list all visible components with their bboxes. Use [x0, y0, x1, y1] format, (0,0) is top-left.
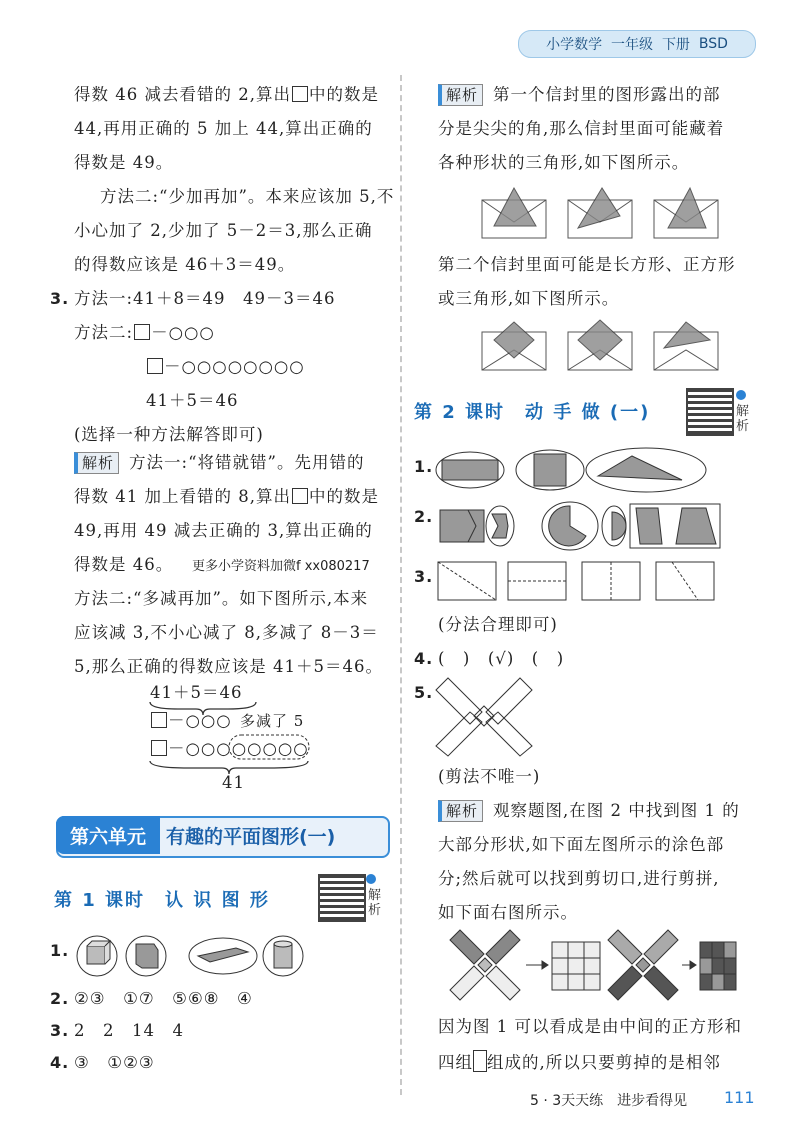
analysis-line-4: 得数是 46。 更多小学资料加微f xx080217	[74, 555, 370, 574]
dashed-circle-group	[228, 734, 312, 762]
diagram-row2: －○○○○○○○○	[150, 738, 309, 760]
q3-method2-row2: －○○○○○○○○	[146, 356, 305, 378]
l2-q2-number: 2.	[414, 507, 434, 526]
left-line-5: 小心加了 2,少加了 5－2＝3,那么正确	[74, 221, 373, 240]
play-icon	[366, 874, 376, 884]
qr-code[interactable]	[318, 874, 366, 922]
unit-title: 有趣的平面图形(一)	[166, 825, 336, 848]
header-edition: BSD	[698, 36, 728, 52]
diagram-bottom-label: 41	[222, 773, 245, 792]
analysis-line-3: 49,再用 49 减去正确的 3,算出正确的	[74, 521, 373, 540]
lesson1-title: 第 1 课时 认 识 图 形	[54, 890, 270, 911]
diagram-extra-label: 多减了 5	[240, 712, 305, 730]
header-volume: 下册	[661, 37, 690, 53]
q3-method2-result: 41＋5＝46	[146, 391, 239, 410]
play-icon	[736, 390, 746, 400]
l1-q3-answer: 2 2 14 4	[74, 1021, 184, 1040]
l2-q1-shapes	[436, 448, 736, 494]
left-line-4: 方法二:“少加再加”。本来应该加 5,不	[100, 187, 395, 206]
left-line-1: 得数 46 减去看错的 2,算出 中的数是	[74, 85, 379, 104]
analysis-block-1: 解析 方法一:“将错就错”。先用错的	[74, 452, 364, 474]
right-line-3: 各种形状的三角形,如下图所示。	[438, 153, 690, 172]
qr-label: 解析	[736, 404, 750, 434]
right-line-5: 或三角形,如下图所示。	[438, 289, 620, 308]
l2-q2-shapes	[436, 500, 736, 552]
watermark-text: 更多小学资料加微f xx080217	[192, 559, 370, 574]
column-divider	[400, 75, 402, 1095]
analysis-line-2: 得数 41 加上看错的 8,算出 中的数是	[74, 487, 379, 506]
l2-q4-number: 4.	[414, 649, 434, 668]
l2-q3-note: (分法合理即可)	[438, 615, 558, 634]
l2-q4-answer: ( ) (√) ( )	[438, 649, 565, 668]
l2-analysis-4: 如下面右图所示。	[438, 903, 578, 922]
envelopes-rectangles	[480, 318, 740, 374]
piece-icon	[473, 1050, 487, 1072]
analysis-line-7: 5,那么正确的得数应该是 41＋5＝46。	[74, 657, 383, 676]
l1-q1-shapes	[76, 934, 316, 978]
analysis-tag: 解析	[438, 800, 483, 822]
l2-q5-note: (剪法不唯一)	[438, 767, 541, 786]
blank-box	[292, 488, 308, 504]
l2-q5-number: 5.	[414, 683, 434, 702]
qr-label: 解析	[368, 888, 382, 918]
blank-box	[151, 740, 167, 756]
l2-analysis-6: 四组 组成的,所以只要剪掉的是相邻	[438, 1050, 721, 1074]
analysis-tag: 解析	[438, 84, 483, 106]
right-analysis-1: 解析 第一个信封里的图形露出的部	[438, 84, 721, 106]
left-line-6: 的得数应该是 46＋3＝49。	[74, 255, 296, 274]
page-number: 111	[724, 1088, 755, 1107]
l1-q1-number: 1.	[50, 941, 70, 960]
blank-box	[151, 712, 167, 728]
footer-brand: 5 · 3天天练 进步看得见	[530, 1093, 688, 1109]
analysis-line-6: 应该减 3,不小心减了 8,多减了 8－3＝	[74, 623, 379, 642]
envelopes-triangles	[480, 186, 740, 242]
analysis-line-5: 方法二:“多减再加”。如下图所示,本来	[74, 589, 369, 608]
l2-analysis-5: 因为图 1 可以看成是由中间的正方形和	[438, 1017, 742, 1036]
right-line-2: 分是尖尖的角,那么信封里面可能藏着	[438, 119, 725, 138]
l1-q4-answer: ③ ①②③	[74, 1053, 155, 1072]
q3-number: 3.	[50, 289, 70, 308]
blank-box	[134, 324, 150, 340]
l2-q3-shapes	[436, 560, 726, 606]
analysis-tag: 解析	[74, 452, 119, 474]
q3-method2: 方法二: －○○○	[74, 323, 215, 342]
left-line-3: 得数是 49。	[74, 153, 174, 172]
left-line-2: 44,再用正确的 5 加上 44,算出正确的	[74, 119, 373, 138]
q3-note: (选择一种方法解答即可)	[74, 425, 264, 444]
l2-analysis-1: 解析 观察题图,在图 2 中找到图 1 的	[438, 800, 740, 822]
header-pill	[518, 30, 756, 58]
l2-q3-number: 3.	[414, 567, 434, 586]
unit-label: 第六单元	[56, 816, 160, 854]
right-line-4: 第二个信封里面可能是长方形、正方形	[438, 255, 736, 274]
l1-q4-number: 4.	[50, 1053, 70, 1072]
l2-analysis-3: 分;然后就可以找到剪切口,进行剪拼,	[438, 869, 720, 888]
header-grade: 一年级	[611, 37, 654, 53]
blank-box	[292, 86, 308, 102]
l2-q1-number: 1.	[414, 457, 434, 476]
lesson2-title: 第 2 课时 动 手 做 (一)	[414, 402, 651, 423]
diagram-row1: －○○○	[150, 710, 232, 732]
blank-box	[147, 358, 163, 374]
l1-q2-number: 2.	[50, 989, 70, 1008]
l2-q5-cross	[434, 676, 534, 758]
header-subject: 小学数学	[546, 37, 603, 53]
l2-analysis-2: 大部分形状,如下面左图所示的涂色部	[438, 835, 725, 854]
l1-q2-answer: ②③ ①⑦ ⑤⑥⑧ ④	[74, 989, 253, 1008]
l1-q3-number: 3.	[50, 1021, 70, 1040]
l2-cut-diagram	[450, 930, 740, 1002]
q3-method1: 方法一:41＋8＝49 49－3＝46	[74, 289, 336, 308]
qr-code[interactable]	[686, 388, 734, 436]
diagram-top-equation: 41＋5＝46	[150, 683, 243, 702]
